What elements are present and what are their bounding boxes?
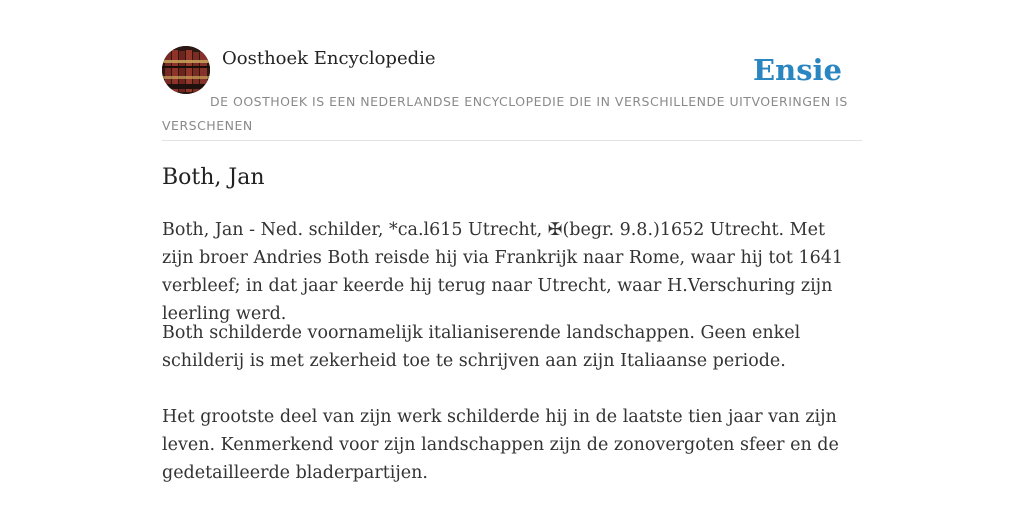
article-paragraph: Both schilderde voornamelijk italianiserende landschappen. Geen enkel schilderij is met zekerheid toe te schrijven aan zijn Italiaanse periode. [162,323,801,371]
source-tagline: DE OOSTHOEK IS EEN NEDERLANDSE ENCYCLOPEDIE DIE IN VERSCHILLENDE UITVOERINGEN IS VERSCHENEN [162,94,848,133]
article-title: Both, Jan [162,165,265,190]
source-header [162,46,862,141]
brand-logo[interactable]: Ensie [753,53,842,87]
source-name[interactable]: Oosthoek Encyclopedie [222,48,436,69]
article-paragraph: Het grootste deel van zijn werk schilderde hij in de laatste tien jaar van zijn leven. Kenmerkend voor zijn landschappen zijn de zonovergoten sfeer en de gedetailleerde bladerpartijen. [162,407,839,483]
article-paragraph: Both, Jan - Ned. schilder, *ca.l615 Utrecht, ✠(begr. 9.8.)1652 Utrecht. Met zijn broer Andries Both reisde hij via Frankrijk naar Rome, waar hij tot 1641 verbleef; in dat jaar keerde hij terug naar Utrecht, waar H.Verschuring zijn leerling werd. [162,220,844,324]
encyclopedia-books-icon[interactable] [162,46,210,94]
